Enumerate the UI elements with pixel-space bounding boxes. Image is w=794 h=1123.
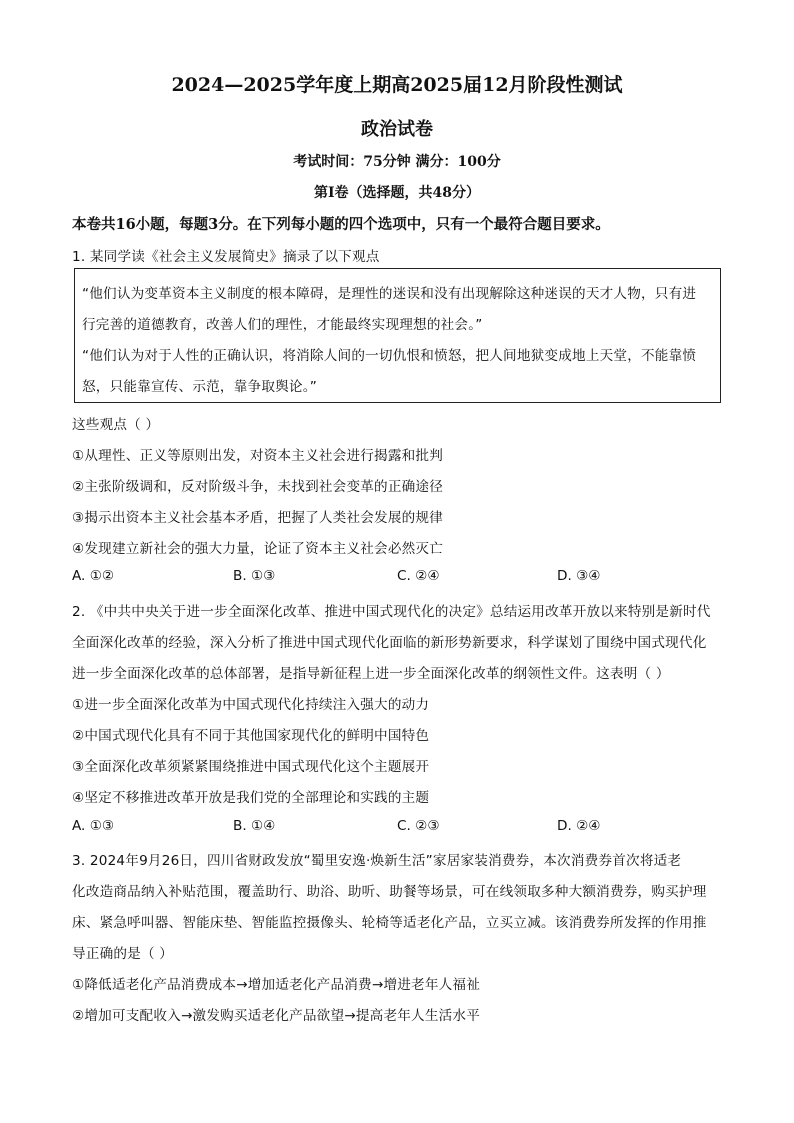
exam-info: 考试时间：75分钟 满分：100分 [293,154,501,170]
question-2-stem: 进一步全面深化改革的总体部署，是指导新征程上进一步全面深化改革的纲领性文件。这表明（ ） [72,666,670,682]
instructions: 本卷共16小题，每题3分。在下列每小题的四个选项中，只有一个最符合题目要求。 [72,216,610,233]
option-a: A. ①② [72,568,115,584]
option-c: C. ②③ [397,818,440,834]
statement: ③全面深化改革须紧紧围绕推进中国式现代化这个主题展开 [72,759,430,775]
exam-title: 2024—2025学年度上期高2025届12月阶段性测试 [171,74,623,96]
option-a: A. ①③ [72,818,115,834]
statement: ①进一步全面深化改革为中国式现代化持续注入强大的动力 [72,697,430,713]
statement: ②主张阶级调和，反对阶级斗争，未找到社会变革的正确途径 [72,479,444,495]
question-1-stem: 1. 某同学读《社会主义发展简史》摘录了以下观点 [72,249,380,265]
question-2-stem: 2. 《中共中央关于进一步全面深化改革、推进中国式现代化的决定》总结运用改革开放以来特别是新时代 [72,604,711,620]
quote-line: 行完善的道德教育，改善人们的理性，才能最终实现理想的社会。” [82,317,483,333]
question-2-stem: 全面深化改革的经验，深入分析了推进中国式现代化面临的新形势新要求，科学谋划了围绕中国式现代化 [72,635,707,651]
quote-line: 怒，只能靠宣传、示范，靠争取舆论。” [82,379,317,395]
statement: ①降低适老化产品消费成本→增加适老化产品消费→增进老年人福祉 [72,977,480,993]
statement: ②增加可支配收入→激发购买适老化产品欲望→提高老年人生活水平 [72,1008,480,1024]
quote-line: “他们认为对于人性的正确认识，将消除人间的一切仇恨和愤怒，把人间地狱变成地上天堂，不能靠愤 [82,348,697,364]
statement: ②中国式现代化具有不同于其他国家现代化的鲜明中国特色 [72,728,430,744]
section-heading: 第Ⅰ卷（选择题，共48分） [313,185,481,201]
option-d: D. ③④ [557,568,601,584]
subject-title: 政治试卷 [361,119,433,140]
question-3-stem: 3. 2024年9月26日，四川省财政发放“蜀里安逸·焕新生活”家居家装消费券，本次消费券首次将适老 [72,853,682,869]
option-b: B. ①③ [233,568,276,584]
question-3-stem: 化改造商品纳入补贴范围，覆盖助行、助浴、助听、助餐等场景，可在线领取多种大额消费券，购买护理 [72,884,707,900]
option-c: C. ②④ [397,568,440,584]
option-d: D. ②④ [557,818,601,834]
statement: ④坚定不移推进改革开放是我们党的全部理论和实践的主题 [72,790,430,806]
question-1-prompt: 这些观点（ ） [72,417,160,433]
question-3-stem: 床、紧急呼叫器、智能床垫、智能监控摄像头、轮椅等适老化产品，立买立减。该消费券所发挥的作用推 [72,915,707,931]
question-3-stem: 导正确的是（ ） [72,946,174,962]
option-b: B. ①④ [233,818,276,834]
statement: ④发现建立新社会的强大力量，论证了资本主义社会必然灭亡 [72,541,444,557]
statement: ③揭示出资本主义社会基本矛盾，把握了人类社会发展的规律 [72,510,444,526]
quote-line: “他们认为变革资本主义制度的根本障碍，是理性的迷误和没有出现解除这种迷误的天才人物，只有进 [82,286,697,302]
statement: ①从理性、正义等原则出发，对资本主义社会进行揭露和批判 [72,448,444,464]
